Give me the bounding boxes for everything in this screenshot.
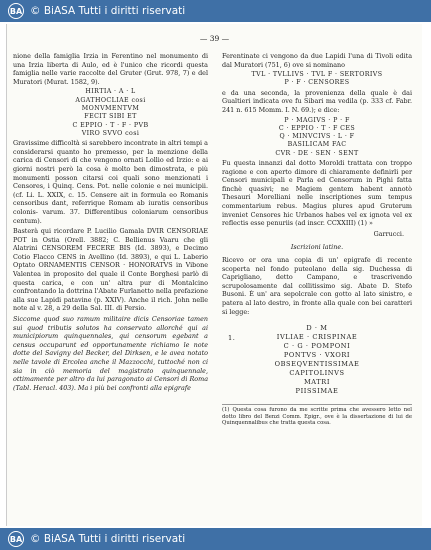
paragraph: Ricevo or ora una copia di un' epigrafe di recente scoperta nel fondo puteolano della sig. Duchessa di Caprigliano, detto Campano, e trascrivendo scrupolosamente dal collitissimo sig. Abate D. Stefo Busoni. È un' ara sepolcrale con gotto al lato sinistro, e patera al lato destro, in fronte alla quale con bei caratteri si legge: bbox=[222, 255, 412, 316]
left-column bbox=[13, 52, 208, 394]
footnote: (1) Questa cosa furono da me scritte prima che avessero letto nel dotto libro del Benzi Comm. Epigr., ove è la dissertazione di lui de Quinquennalibus che tratta questa cosa. bbox=[222, 404, 412, 427]
watermark-banner-top bbox=[0, 0, 431, 22]
inscription-sibari bbox=[222, 117, 412, 158]
biasa-logo-icon: BA bbox=[8, 531, 24, 547]
inscription-line: C EPPIO · T · F · PVB bbox=[72, 121, 149, 129]
inscription-line: TVL · TVLLIVS · TVL F · SERTORIVS bbox=[251, 71, 383, 79]
inscription-line: D · M bbox=[306, 324, 328, 333]
biasa-logo-icon: BA bbox=[8, 3, 24, 19]
inscription-line: OBSEQVENTISSIMAE bbox=[274, 360, 360, 369]
inscription-line: VIRO SVVO cosi bbox=[81, 129, 140, 137]
inscription-number: 1. bbox=[228, 334, 236, 343]
paragraph: Siccome quod suo ramum militaire dicis Censoriae tamen sui quod tributis solutos ha conservato allorché qui ai municipiorum quinquennales, qui censorum egebant a census occuparunt ed opportunamente richiamo le note dotte del Savigny del Becker, del Dirksen, e le avea notato nelle tavole di Ercolea anche il Mazzocchi, tuttoché non ci sia in ciò memoria del magistrato quinquennale, ottimamente per altro da lui paragonato ai Censori di Roma (Tabl. Heracl. 403). Ma i più bei confronti alla epigrafe bbox=[13, 315, 208, 392]
paragraph: Gravissime difficoltà si sarebbero incontrate in altri tempi a considerarsi quanto ho premesso, per la menzione della carica di Censori di che vengono ornati Lollio ed Irzio: e ai giorni nostri però la cosa è molto ben dimostrata, e più monumenti posson citarsi coi quali sono menzionati i Censores, i Quinq. Cens. Pot. nelle colonie e nei municipii. (cf. Li. L. XXIX, c. 15. Censere ait in formula eo Romanis censoribus dant, referrique Romam ab iuratis censoribus colonis- varum. 37. Differentibus coloniarum censoribus centum). bbox=[13, 139, 208, 225]
inscription-line: CAPITOLINVS bbox=[289, 369, 345, 378]
signature: Garrucci. bbox=[373, 229, 404, 238]
paragraph: e da una seconda, la provenienza della quale è dai Gualtieri indicata ove fu Sibari ma vedila (p. 333 cf. Fabr. 241 n. 615 Momm. I. N. 69.); e dice: bbox=[222, 88, 412, 114]
inscription-line: C · G · POMPONI bbox=[283, 342, 351, 351]
inscription-line: C · EPPIO · T · F CES bbox=[278, 124, 356, 132]
inscription-line: BASILICAM FAC bbox=[287, 141, 347, 149]
right-column bbox=[222, 52, 412, 427]
paragraph: Ferentinate ci vengono da due Lapidi l'una di Tivoli edita dal Muratori (751, 6) ove si nominano bbox=[222, 52, 412, 69]
inscription-line: P · MAGIVS · P · F bbox=[284, 116, 350, 124]
inscription-line: MONVMENTVM bbox=[81, 104, 140, 112]
inscription-line: IVLIAE · CRISPINAE bbox=[276, 333, 358, 342]
inscription-hirtia bbox=[13, 88, 208, 138]
inscription-line: PONTVS · VXORI bbox=[283, 351, 351, 360]
inscription-line: MATRI bbox=[303, 378, 331, 387]
inscription-line: Q · MINVCIVS · L · F bbox=[279, 133, 355, 141]
paragraph: Basterà qui ricordare P. Lucilio Gamala DVIR CENSORIAE POT in Ostia (Orell. 3882; C. Bellienus Vaaru che gli Alatrini CENSOREM FECERE BIS (Id. 3893), e Decimo Cotio Flacco CENS in Avellino (Id. 3893), e qui L. Laberio Optato ORNAMENTIS CENSOR · HONORATVS in Vibone Valentea in proposito del quale il Conte Borghesi parlò di questa carica, e con un' altra pur di Montalcino confrontando la dottrina l'Abate Furlanetto nella prefazione alla sue Lapidi patavine (p. XXIV). Anche il rich. John nelle note al v. 28, a 29 della Sal. III. di Persio. bbox=[13, 227, 208, 313]
inscription-tibur bbox=[222, 71, 412, 88]
scanned-page bbox=[6, 24, 422, 526]
inscription-line: CVR · DE · SEN · SENT bbox=[275, 149, 359, 157]
inscription-line: PIISSIMAE bbox=[295, 387, 339, 396]
inscription-line: P · F · CENSORES bbox=[284, 79, 350, 87]
banner-text: © BiASA Tutti i diritti riservati bbox=[30, 533, 186, 545]
inscription-iulia bbox=[222, 324, 412, 396]
banner-text: © BiASA Tutti i diritti riservati bbox=[30, 5, 186, 17]
paragraph: nione della famiglia Irzia in Ferentino nel monumento di una Irzia liberta di Aulo, ed è l'unico che ricordi questa famiglia nelle varie raccolte del Gruter (Grut. 978, 7) e del Muratori (Murat. 1582, 9). bbox=[13, 52, 208, 86]
page-number: — 39 — bbox=[199, 34, 230, 43]
watermark-banner-bottom bbox=[0, 528, 431, 550]
inscription-line: FECIT SIBI ET bbox=[84, 113, 137, 121]
inscription-line: HIRTIA · A · L bbox=[85, 88, 136, 96]
section-title: Iscrizioni latine. bbox=[290, 243, 344, 252]
inscription-line: AGATHOCLIAE cosi bbox=[75, 96, 146, 104]
paragraph: Fu questa innanzi dal dotto Moroldi trattata con troppo ragione e con aperto dimore di chiaramente definirli per Censori municipali e Parla ed Censorum in Pighi fatta finchè quasivi; ne Magiem gentem habent annotò Thesauri Morelliani nelle inscriptiones sum tempus commentarium rebus. Magius plures apud Gruterum inveniet Censores hic Urbanos habes vel ex ignota vel ex reflectis esse penuriis (ad inscr. CCXXIII) (1) » bbox=[222, 159, 412, 228]
